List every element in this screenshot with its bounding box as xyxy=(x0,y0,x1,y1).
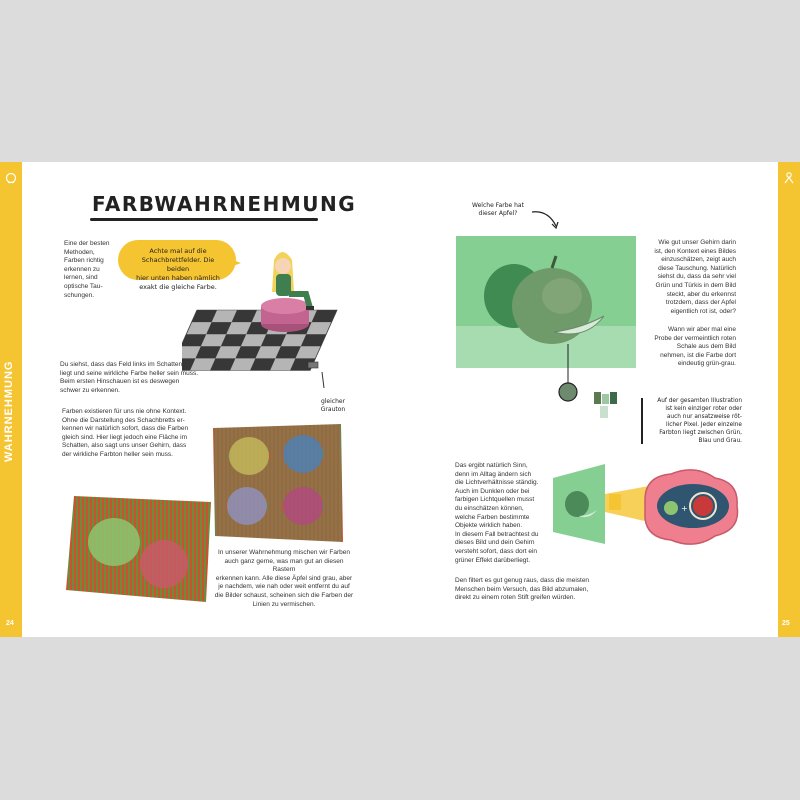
left-section-tab xyxy=(0,162,22,637)
intro-text: Eine der besten Methoden, Farben richtig erkennen zu lernen, sind optische Tau- schungen. xyxy=(64,240,110,299)
brain-apple-red xyxy=(693,496,713,516)
paragraph-sample: Wann wir aber mal eine Probe der vermeintlich roten Schale aus dem Bild nehmen, ist die Farbe dort eindeutig grün-grau. xyxy=(654,326,736,368)
striped-apples-four xyxy=(213,424,343,542)
figure-icon xyxy=(781,172,797,184)
page-number-left: 24 xyxy=(6,620,14,627)
apple-question: Welche Farbe hat dieser Apfel? xyxy=(472,202,524,217)
speech-bubble-text: Achte mal auf die Schachbrettfelder. Die beiden hier unten haben nämlich exakt die gleiche Farbe. xyxy=(136,247,220,291)
right-section-tab xyxy=(778,162,800,637)
paragraph-filter: Den filtert es gut genug raus, dass die meisten Menschen beim Versuch, das Bild abzumalen, direkt zu einem roten Stift greifen würden. xyxy=(455,577,590,602)
paragraph-context-right: Wie gut unser Gehirn darin ist, den Kontext eines Bildes einzuschätzen, zeigt auch diese Tauschung. Natürlich siehst du, dass da sehr viel Grün und Türkis in dem Bild steckt, aber du erkennst trotzdem, dass der Apfel eigentlich rot ist, oder? xyxy=(654,239,736,315)
gray-label: gleicher Grauton xyxy=(320,398,346,413)
paragraph-context: Farben existieren für uns nie ohne Kontext. Ohne die Darstellung des Schachbretts er- kennen wir natürlich sofort, dass die Farben gleich sind. Hier liegt jedoch eine Fläche im Schatten, also sagt uns unser Gehirn, dass der wirkliche Farbton heller sein muss. xyxy=(62,408,189,458)
book-spread xyxy=(0,162,800,637)
question-arrow xyxy=(530,206,562,234)
apple-pink xyxy=(283,487,323,525)
brain-apple-green xyxy=(664,501,678,515)
title-underline xyxy=(90,218,318,221)
color-sample-circle xyxy=(559,383,577,401)
paragraph-lighting: Das ergibt natürlich Sinn, denn im Alltag ändern sich die Lichtverhältnisse ständig. Auch im Dunklen oder bei farbigen Lichtquellen musst du einschätzen können, welche Farben bestimmte Objekte wirklich haben. In diesem Fall betrachtest du dieses Bild und dein Gehirn versteht sofort, dass dort ein grüner Effekt darüberliegt. xyxy=(455,462,539,564)
note-bar xyxy=(641,398,643,444)
paragraph-shadow: Du siehst, dass das Feld links im Schatten liegt und seine wirkliche Farbe heller sein muss. Beim ersten Hinschauen ist es deswegen schwer zu erkennen. xyxy=(60,361,199,394)
section-title-vertical: WAHRNEHMUNG xyxy=(3,360,15,462)
paragraph-raster: In unserer Wahrnehmung mischen wir Farben auch ganz gerne, was man gut an diesen Rastern erkennen kann. Alle diese Äpfel sind grau, aber je nachdem, wie nah oder weit entfernt du auf die Bilder schaust, scheinen sich die Farben der Linien zu vermischen. xyxy=(214,549,354,608)
apple-yellow xyxy=(229,437,269,475)
page-title: FARBWAHRNEHMUNG xyxy=(92,192,357,216)
pixel-note: Auf der gesamten Illustration ist kein einziger roter oder auch nur ansatzweise röt- licher Pixel. Jeder einzelne Farbton liegt zwischen Grün, Blau und Grau. xyxy=(657,398,742,444)
green-apple-illustration xyxy=(456,236,636,408)
striped-apples-image xyxy=(66,492,211,602)
lightbulb-icon xyxy=(3,172,19,184)
red-apple xyxy=(140,540,188,588)
green-apple xyxy=(88,518,140,566)
svg-text:+: + xyxy=(681,504,688,513)
color-swatches xyxy=(590,388,624,422)
apple-purple xyxy=(227,487,267,525)
apple-blue xyxy=(283,435,323,473)
page-number-right: 25 xyxy=(782,620,790,627)
brain-illustration xyxy=(553,460,743,560)
